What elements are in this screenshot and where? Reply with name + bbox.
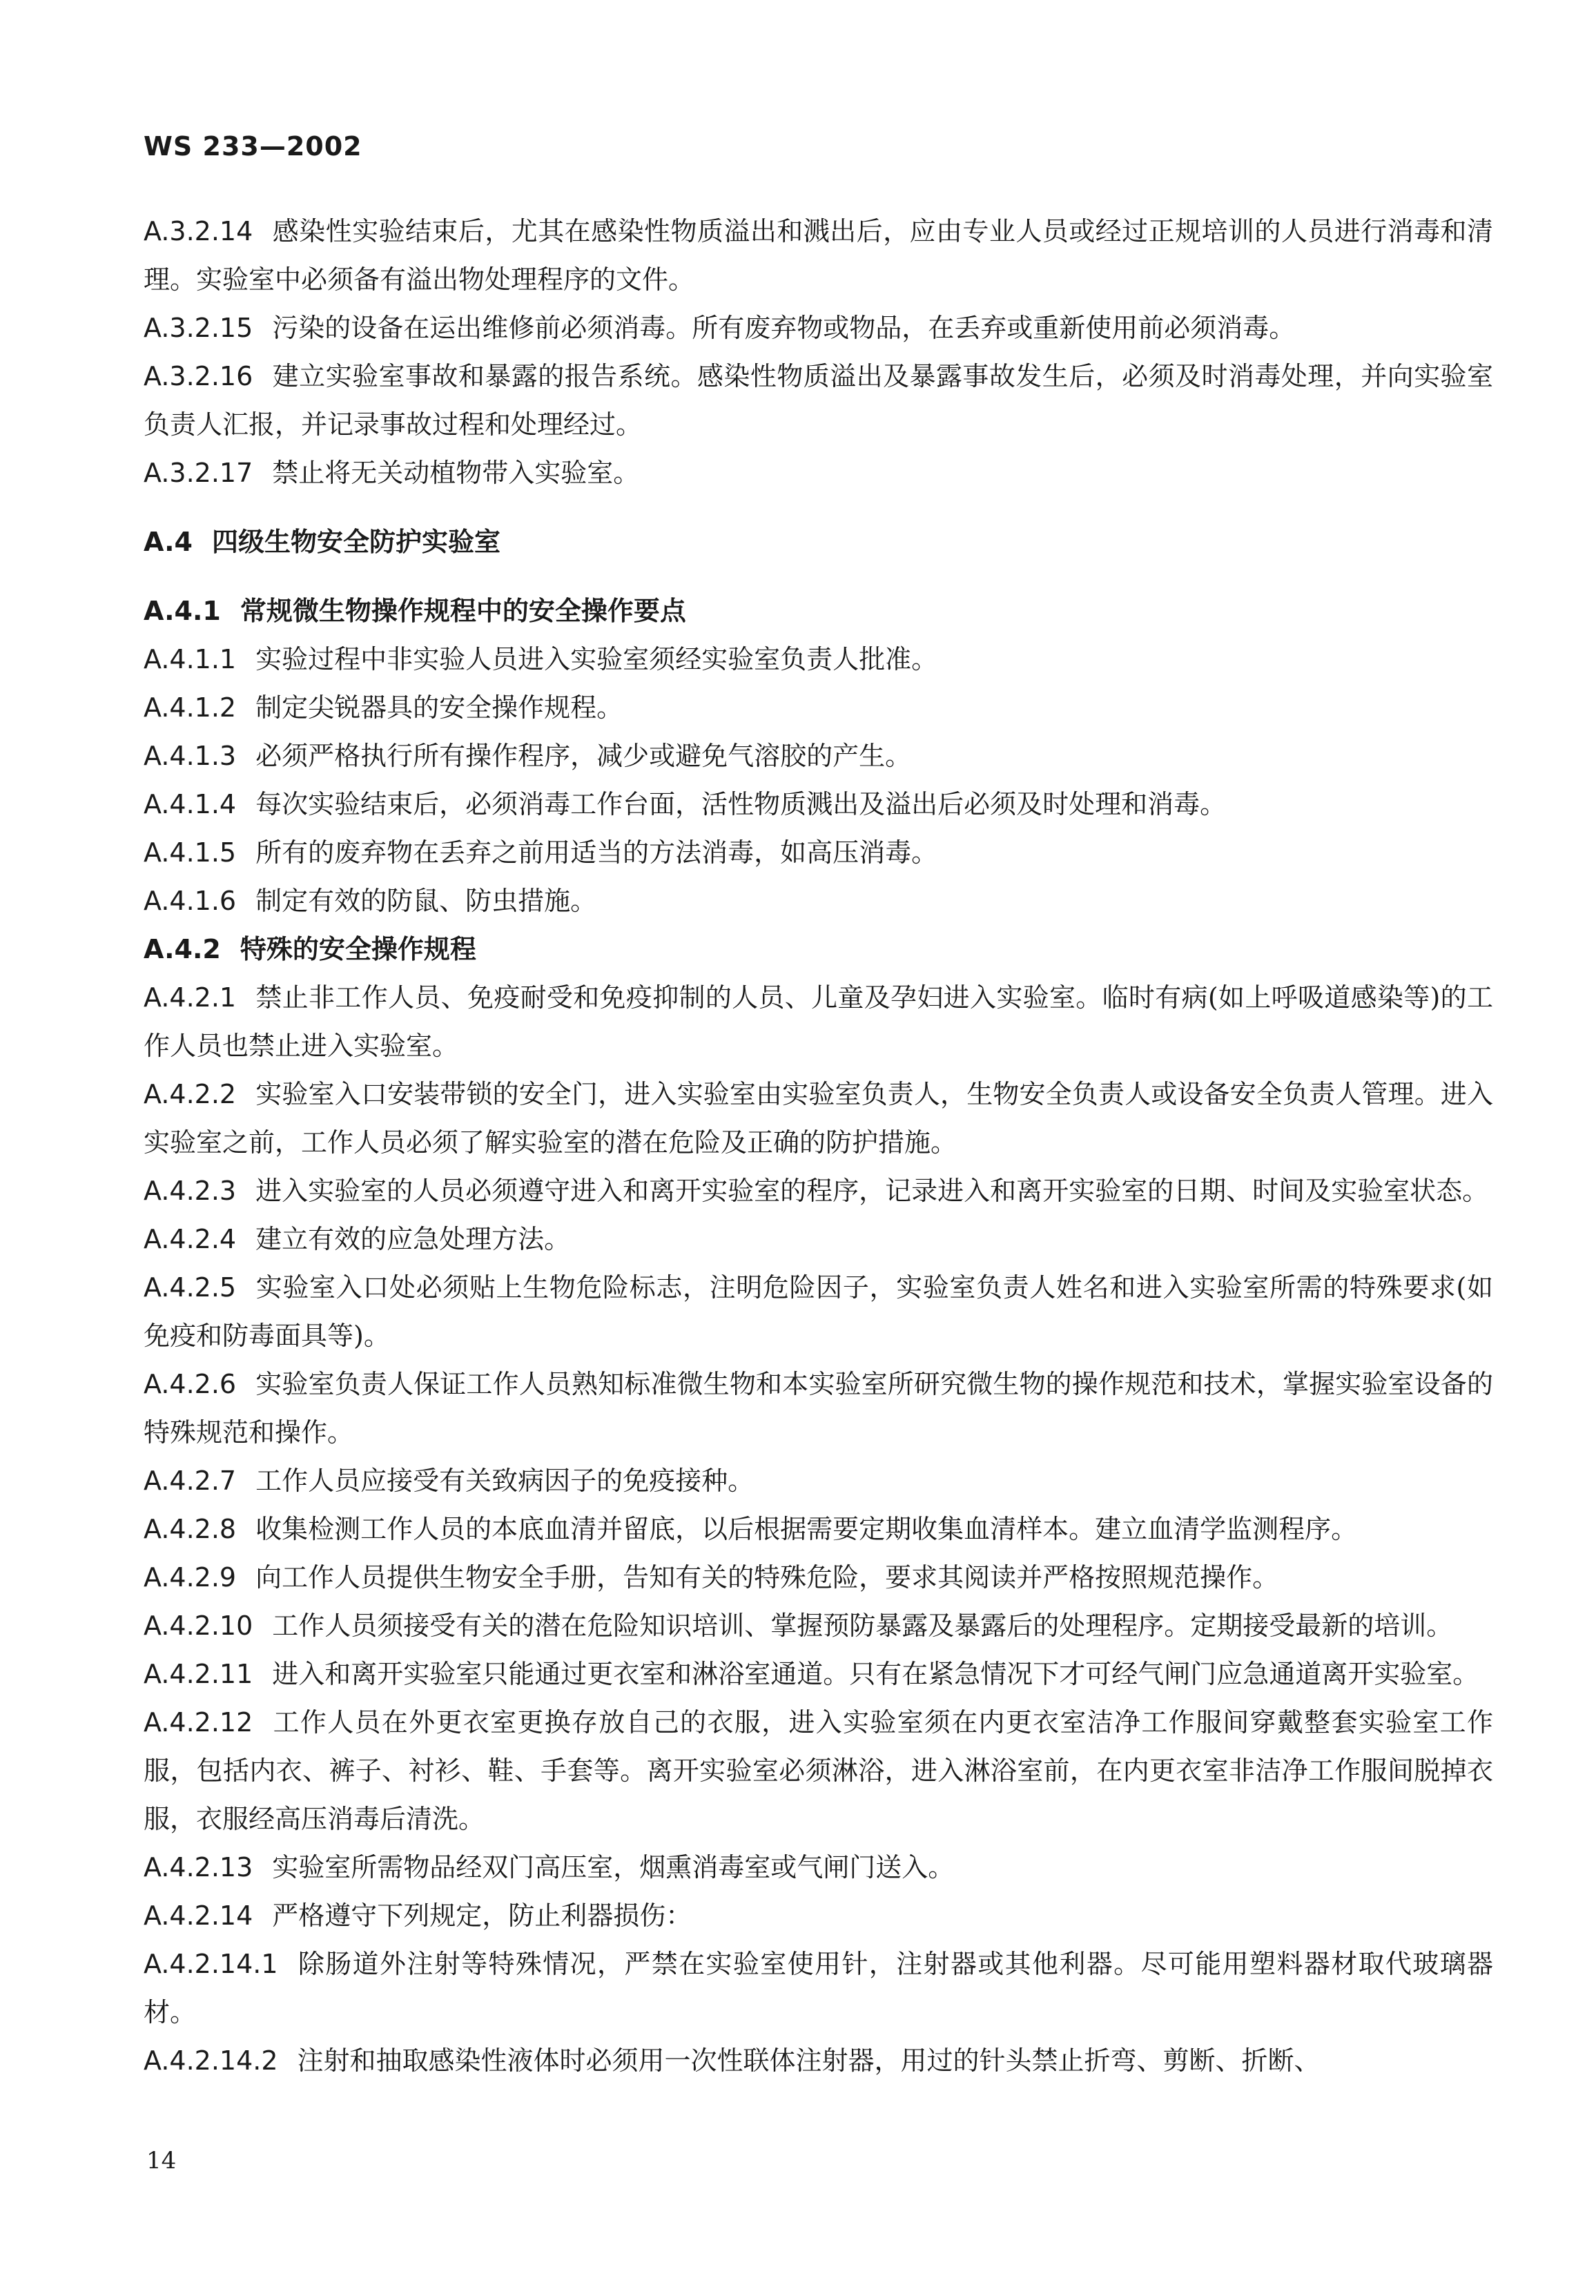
clause-text: 禁止非工作人员、免疫耐受和免疫抑制的人员、儿童及孕妇进入实验室。临时有病(如上呼吸道感染等)的工作人员也禁止进入实验室。 — [144, 982, 1493, 1061]
clause-number: A.3.2.17 — [144, 458, 253, 488]
clause-number: A.4.2.7 — [144, 1466, 237, 1496]
clause-number: A.3.2.14 — [144, 216, 253, 246]
paragraph — [144, 1940, 1493, 2036]
subsection-number: A.4.2 — [144, 934, 221, 964]
clause-text: 除肠道外注射等特殊情况，严禁在实验室使用针，注射器或其他利器。尽可能用塑料器材取代玻璃器材。 — [144, 1949, 1493, 2027]
clause-number: A.4.2.1 — [144, 982, 237, 1013]
paragraph — [144, 973, 1493, 1070]
clause-number: A.3.2.16 — [144, 361, 253, 391]
clause-text: 建立有效的应急处理方法。 — [255, 1224, 571, 1254]
section-number: A.4 — [144, 527, 193, 557]
paragraph — [144, 207, 1493, 304]
paragraph — [144, 683, 1493, 732]
clause-text: 实验室负责人保证工作人员熟知标准微生物和本实验室所研究微生物的操作规范和技术，掌握实验室设备的特殊规范和操作。 — [144, 1369, 1493, 1448]
clause-text: 禁止将无关动植物带入实验室。 — [272, 458, 640, 488]
paragraph — [144, 1650, 1493, 1698]
clause-number: A.4.2.14.1 — [144, 1949, 278, 1979]
paragraph — [144, 1070, 1493, 1167]
paragraph — [144, 1843, 1493, 1891]
paragraph — [144, 828, 1493, 877]
paragraph — [144, 1602, 1493, 1650]
clause-text: 向工作人员提供生物安全手册，告知有关的特殊危险，要求其阅读并严格按照规范操作。 — [255, 1562, 1279, 1593]
subsection-title: 常规微生物操作规程中的安全操作要点 — [240, 596, 686, 626]
paragraph — [144, 2036, 1493, 2085]
clause-text: 建立实验室事故和暴露的报告系统。感染性物质溢出及暴露事故发生后，必须及时消毒处理，并向实验室负责人汇报，并记录事故过程和处理经过。 — [144, 361, 1493, 440]
clause-number: A.4.2.5 — [144, 1272, 237, 1303]
clause-number: A.4.2.10 — [144, 1611, 253, 1641]
clause-text: 必须严格执行所有操作程序，减少或避免气溶胶的产生。 — [255, 741, 912, 771]
paragraph — [144, 449, 1493, 497]
page-number: 14 — [146, 2147, 177, 2175]
clause-number: A.4.2.9 — [144, 1562, 237, 1593]
clause-number: A.4.1.1 — [144, 644, 237, 674]
paragraph — [144, 1891, 1493, 1940]
paragraph — [144, 1167, 1493, 1215]
clause-number: A.4.1.6 — [144, 886, 237, 916]
clause-number: A.4.2.2 — [144, 1079, 237, 1109]
subsection-title: 特殊的安全操作规程 — [240, 934, 476, 964]
clause-number: A.4.2.14.2 — [144, 2045, 278, 2076]
paragraph — [144, 1215, 1493, 1263]
clause-text: 实验室所需物品经双门高压室，烟熏消毒室或气闸门送入。 — [272, 1852, 955, 1882]
document-code: WS 233—2002 — [144, 131, 362, 162]
clause-number: A.4.2.12 — [144, 1707, 253, 1738]
clause-text: 污染的设备在运出维修前必须消毒。所有废弃物或物品，在丢弃或重新使用前必须消毒。 — [272, 313, 1296, 343]
clause-text: 注射和抽取感染性液体时必须用一次性联体注射器，用过的针头禁止折弯、剪断、折断、 — [297, 2045, 1321, 2076]
paragraph — [144, 1553, 1493, 1602]
clause-text: 进入实验室的人员必须遵守进入和离开实验室的程序，记录进入和离开实验室的日期、时间及实验室状态。 — [255, 1176, 1489, 1206]
clause-number: A.4.1.5 — [144, 837, 237, 868]
clause-number: A.4.1.4 — [144, 789, 237, 819]
section-title: 四级生物安全防护实验室 — [212, 527, 501, 557]
paragraph — [144, 304, 1493, 352]
clause-text: 实验过程中非实验人员进入实验室须经实验室负责人批准。 — [255, 644, 938, 674]
document-body — [144, 207, 1493, 2085]
clause-text: 工作人员须接受有关的潜在危险知识培训、掌握预防暴露及暴露后的处理程序。定期接受最新的培训。 — [272, 1611, 1453, 1641]
clause-text: 收集检测工作人员的本底血清并留底，以后根据需要定期收集血清样本。建立血清学监测程序。 — [255, 1514, 1358, 1544]
clause-number: A.4.2.4 — [144, 1224, 237, 1254]
paragraph — [144, 780, 1493, 828]
clause-number: A.4.2.13 — [144, 1852, 253, 1882]
paragraph — [144, 1360, 1493, 1457]
clause-text: 实验室入口处必须贴上生物危险标志，注明危险因子，实验室负责人姓名和进入实验室所需的特殊要求(如免疫和防毒面具等)。 — [144, 1272, 1493, 1351]
clause-text: 工作人员应接受有关致病因子的免疫接种。 — [255, 1466, 755, 1496]
clause-text: 工作人员在外更衣室更换存放自己的衣服，进入实验室须在内更衣室洁净工作服间穿戴整套实验室工作服，包括内衣、裤子、衬衫、鞋、手套等。离开实验室必须淋浴，进入淋浴室前，在内更衣室非洁净工作服间脱掉衣服，衣服经高压消毒后清洗。 — [144, 1707, 1493, 1834]
section-heading — [144, 518, 1493, 566]
clause-text: 每次实验结束后，必须消毒工作台面，活性物质溅出及溢出后必须及时处理和消毒。 — [255, 789, 1227, 819]
clause-number: A.4.2.14 — [144, 1900, 253, 1931]
clause-number: A.4.2.8 — [144, 1514, 237, 1544]
clause-text: 所有的废弃物在丢弃之前用适当的方法消毒，如高压消毒。 — [255, 837, 938, 868]
clause-number: A.4.1.3 — [144, 741, 237, 771]
clause-number: A.4.2.6 — [144, 1369, 237, 1399]
paragraph — [144, 877, 1493, 925]
subsection-number: A.4.1 — [144, 596, 221, 626]
clause-text: 实验室入口安装带锁的安全门，进入实验室由实验室负责人，生物安全负责人或设备安全负责人管理。进入实验室之前，工作人员必须了解实验室的潜在危险及正确的防护措施。 — [144, 1079, 1493, 1158]
clause-text: 感染性实验结束后，尤其在感染性物质溢出和溅出后，应由专业人员或经过正规培训的人员进行消毒和清理。实验室中必须备有溢出物处理程序的文件。 — [144, 216, 1493, 295]
paragraph — [144, 635, 1493, 683]
clause-number: A.4.2.11 — [144, 1659, 253, 1689]
paragraph — [144, 1698, 1493, 1843]
clause-text: 制定有效的防鼠、防虫措施。 — [255, 886, 597, 916]
paragraph — [144, 1263, 1493, 1360]
paragraph — [144, 732, 1493, 780]
paragraph — [144, 1505, 1493, 1553]
clause-number: A.4.1.2 — [144, 692, 237, 723]
clause-number: A.3.2.15 — [144, 313, 253, 343]
subsection-heading — [144, 587, 1493, 635]
clause-text: 严格遵守下列规定，防止利器损伤： — [272, 1900, 692, 1931]
clause-text: 制定尖锐器具的安全操作规程。 — [255, 692, 623, 723]
clause-number: A.4.2.3 — [144, 1176, 237, 1206]
paragraph — [144, 352, 1493, 449]
clause-text: 进入和离开实验室只能通过更衣室和淋浴室通道。只有在紧急情况下才可经气闸门应急通道离开实验室。 — [272, 1659, 1479, 1689]
paragraph — [144, 1457, 1493, 1505]
subsection-heading — [144, 925, 1493, 973]
